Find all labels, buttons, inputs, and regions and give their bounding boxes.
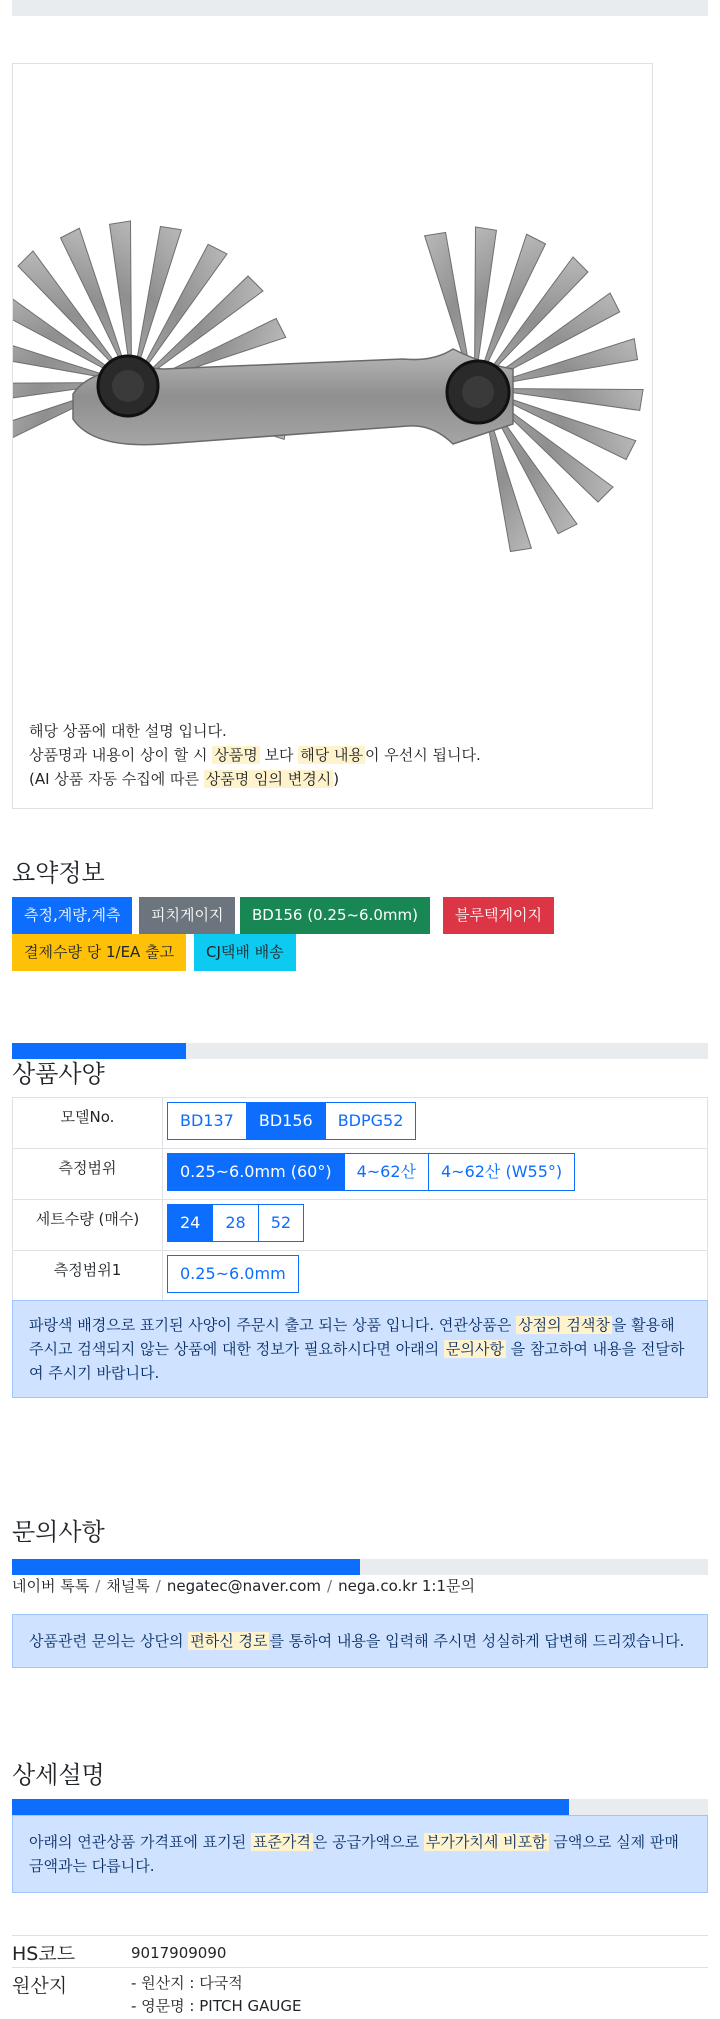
origin-value (131, 1972, 301, 2018)
specs-notice (12, 1300, 708, 1398)
inquiry-notice (12, 1614, 708, 1668)
specs-title: 상품사양 (12, 1060, 105, 1088)
spec-row-set-count (13, 1200, 708, 1251)
badge-quantity: 결제수량 당 1/EA 출고 (12, 934, 186, 971)
spec-options (163, 1149, 708, 1200)
spec-row-range (13, 1149, 708, 1200)
option-button[interactable]: 0.25~6.0mm (167, 1255, 299, 1293)
spec-label: 측정범위 (13, 1149, 163, 1200)
badge-type: 피치게이지 (139, 897, 235, 934)
spec-row-model (13, 1098, 708, 1149)
highlight-inquiry: 문의사항 (445, 1340, 504, 1358)
detail-progress-bar (12, 1799, 708, 1815)
inquiry-title: 문의사항 (12, 1518, 105, 1546)
highlight-content: 해당 내용 (300, 746, 363, 764)
spec-options (163, 1200, 708, 1251)
origin-country: - 원산지 : 다국적 (131, 1974, 243, 1992)
highlight-vat-excluded: 부가가치세 비포함 (425, 1833, 547, 1851)
top-divider-bar (12, 0, 708, 16)
option-button[interactable]: 24 (167, 1204, 213, 1242)
text-segment: 를 통하여 내용을 입력해 주시면 성실하게 답변해 드리겠습니다. (269, 1632, 685, 1650)
detail-progress-fill (12, 1799, 569, 1815)
spec-options (163, 1098, 708, 1149)
highlight-standard-price: 표준가격 (252, 1833, 311, 1851)
option-group-model (167, 1102, 703, 1140)
text-segment: 상품명과 내용이 상이 할 시 (29, 746, 213, 764)
specs-progress-fill (12, 1043, 186, 1059)
option-group-range (167, 1153, 703, 1191)
channel-naver-talk[interactable]: 네이버 톡톡 (12, 1577, 90, 1595)
separator: / (95, 1577, 101, 1595)
product-description (29, 719, 481, 791)
option-button[interactable]: BD156 (246, 1102, 326, 1140)
text-segment: ) (333, 770, 340, 788)
badge-model: BD156 (0.25~6.0mm) (240, 897, 430, 934)
pitch-gauge-image (13, 64, 652, 704)
option-button[interactable]: BDPG52 (325, 1102, 417, 1140)
option-button[interactable]: 4~62산 (W55°) (428, 1153, 575, 1191)
description-line-1: 해당 상품에 대한 설명 입니다. (29, 722, 227, 740)
highlight-search-box: 상점의 검색창 (518, 1316, 610, 1334)
option-button[interactable]: 4~62산 (344, 1153, 429, 1191)
spec-label: 모델No. (13, 1098, 163, 1149)
highlight-product-name: 상품명 (214, 746, 258, 764)
text-segment: (AI 상품 자동 수집에 따른 (29, 770, 204, 788)
text-segment: 보다 (259, 746, 299, 764)
channel-site-inquiry[interactable]: nega.co.kr 1:1문의 (338, 1577, 475, 1595)
highlight-convenient-route: 편하신 경로 (190, 1632, 268, 1650)
badge-brand: 블루텍게이지 (443, 897, 554, 934)
text-segment: 아래의 연관상품 가격표에 표기된 (29, 1833, 251, 1851)
spec-row-range1 (13, 1251, 708, 1302)
spec-label: 측정범위1 (13, 1251, 163, 1302)
origin-label: 원산지 (12, 1975, 68, 1997)
spec-table (12, 1097, 708, 1302)
badge-shipping: CJ택배 배송 (194, 934, 296, 971)
text-segment: 파랑색 배경으로 표기된 사양이 주문시 출고 되는 상품 입니다. 연관상품은 (29, 1316, 517, 1334)
spec-options (163, 1251, 708, 1302)
channel-email[interactable]: negatec@naver.com (166, 1577, 322, 1595)
inquiry-channels (12, 1575, 475, 1597)
text-segment: 금액으로 실제 판매금액과는 다릅니다. (29, 1833, 679, 1875)
text-segment: 을 참고하여 내용을 전달하여 주시기 바랍니다. (29, 1340, 685, 1382)
origin-english-name: - 영문명 : PITCH GAUGE (131, 1997, 302, 2015)
text-segment: 은 공급가액으로 (312, 1833, 424, 1851)
detail-title: 상세설명 (12, 1761, 105, 1789)
origin-row (12, 1967, 708, 2019)
option-button[interactable]: 0.25~6.0mm (60°) (167, 1153, 345, 1191)
channel-channeltalk[interactable]: 채널톡 (106, 1577, 150, 1595)
spec-label: 세트수량 (매수) (13, 1200, 163, 1251)
product-card (12, 63, 653, 809)
highlight-name-change: 상품명 임의 변경시 (205, 770, 332, 788)
text-segment: 을 활용해 주시고 검색되지 않는 상품에 대한 정보가 필요하시다면 아래의 (29, 1316, 675, 1358)
summary-title: 요약정보 (12, 859, 105, 887)
detail-notice (12, 1815, 708, 1893)
description-line-3 (29, 767, 481, 791)
inquiry-progress-fill (12, 1559, 360, 1575)
description-line-2 (29, 743, 481, 767)
option-button[interactable]: 52 (258, 1204, 304, 1242)
text-segment: 이 우선시 됩니다. (364, 746, 481, 764)
inquiry-progress-bar (12, 1559, 708, 1575)
option-button[interactable]: BD137 (167, 1102, 247, 1140)
hs-code-row (12, 1935, 708, 1967)
hs-code-label: HS코드 (12, 1943, 76, 1965)
hs-code-value: 9017909090 (131, 1944, 227, 1962)
badge-category: 측정,계량,계측 (12, 897, 132, 934)
option-group-set-count (167, 1204, 703, 1242)
specs-progress-bar (12, 1043, 708, 1059)
option-group-range1 (167, 1255, 703, 1293)
option-button[interactable]: 28 (212, 1204, 258, 1242)
text-segment: 상품관련 문의는 상단의 (29, 1632, 189, 1650)
separator: / (155, 1577, 161, 1595)
separator: / (327, 1577, 333, 1595)
